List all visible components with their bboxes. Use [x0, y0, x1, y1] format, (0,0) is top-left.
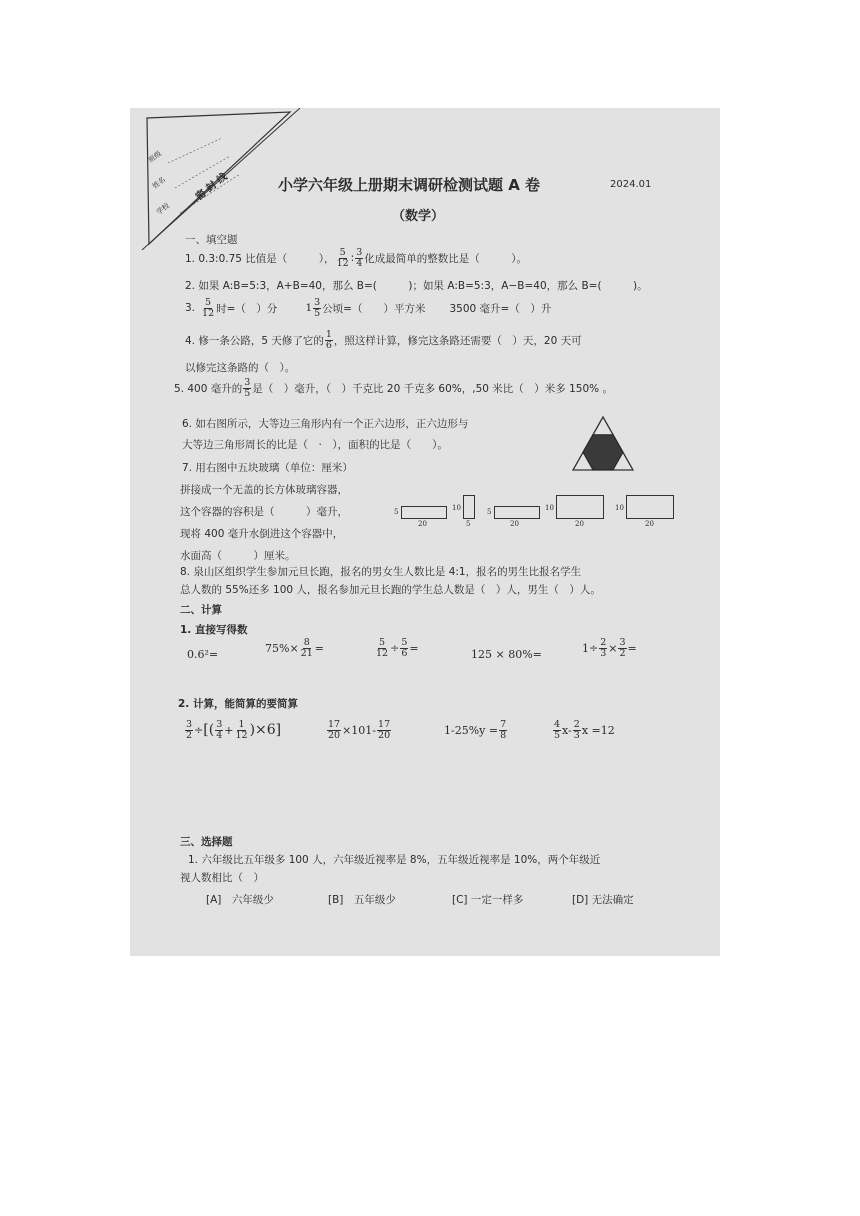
q3-number: 3. — [185, 302, 196, 314]
section-2-heading: 二、计算 — [180, 604, 222, 616]
glass-piece-1 — [401, 506, 447, 519]
direct-expr-3 — [374, 638, 419, 658]
direct-expr-2-fraction: $\frac{8}{21}$ — [300, 637, 313, 659]
question-7-line-1: 7. 用右图中五块玻璃（单位：厘米） — [182, 462, 353, 474]
question-2: 2. 如果 A:B=5:3，A+B=40，那么 B=( )；如果 A:B=5:3，A−B=40，那么 B=( )。 — [185, 280, 648, 292]
direct-expr-3-fraction-a: $\frac{5}{12}$ — [376, 637, 389, 659]
direct-expr-4 — [471, 648, 542, 661]
calc-2-mid: ×101- — [342, 723, 377, 737]
question-4-cont: 以修完这条路的（ ）。 — [185, 362, 296, 374]
choice-option-b: [B] 五年级少 — [328, 894, 396, 906]
q3-text-d: 3500 毫升=（ ）升 — [449, 302, 552, 315]
calc-3-text: 1-25%y = — [444, 723, 499, 737]
q3-fraction-2: $\frac{3}{5}$ — [314, 297, 321, 319]
exam-paper — [130, 108, 720, 956]
calc-1-fraction-a: $\frac{3}{2}$ — [186, 719, 193, 741]
q4-fraction: $\frac{1}{6}$ — [325, 329, 332, 351]
question-7-line-2: 拼接成一个无盖的长方体玻璃容器， — [180, 484, 348, 496]
q5-text-a: 5. 400 毫升的 — [174, 382, 243, 395]
choice-question-1-line-1: 1. 六年级比五年级多 100 人，六年级近视率是 8%，五年级近视率是 10%，两个年级近 — [188, 854, 601, 866]
calc-1-plus: + — [224, 723, 234, 737]
direct-expr-5-fraction-b: $\frac{3}{2}$ — [619, 637, 626, 659]
seal-name-label: 姓名 — [151, 175, 167, 191]
calc-3-fraction: $\frac{7}{8}$ — [500, 719, 507, 741]
q4-text-a: 4. 修一条公路，5 天修了它的 — [185, 334, 324, 347]
question-7-line-5: 水面高（ ）厘米。 — [180, 550, 296, 562]
glass-4-bottom: 20 — [575, 520, 584, 528]
calc-expr-2 — [326, 720, 392, 740]
q5-text-b: 是（ ）毫升，（ ）千克比 20 千克多 60%，,50 米比（ ）米多 150% 。 — [252, 382, 613, 395]
glass-2-bottom: 5 — [466, 520, 471, 528]
direct-expr-5-eq: = — [627, 641, 637, 655]
question-5 — [174, 378, 613, 398]
question-8-line-2: 总人数的 55%还多 100 人，报名参加元旦长跑的学生总人数是（ ）人，男生（ ）人。 — [180, 584, 601, 596]
q1-fraction-2: $\frac{3}{4}$ — [356, 247, 363, 269]
glass-4-side: 10 — [545, 504, 554, 512]
question-3 — [185, 298, 551, 318]
calc-4-fraction-a: $\frac{4}{5}$ — [554, 719, 561, 741]
question-6-line-1: 6. 如右图所示，大等边三角形内有一个正六边形，正六边形与 — [182, 418, 469, 430]
direct-expr-1-text: 0.6²= — [187, 648, 219, 661]
q1-text-b: 化成最简单的整数比是（ ）。 — [364, 252, 527, 265]
q3-text-c: 公顷=（ ）平方米 — [322, 302, 426, 315]
calc-expr-3 — [444, 720, 508, 740]
section-1-heading: 一、填空题 — [185, 234, 238, 246]
glass-1-side: 5 — [394, 508, 399, 516]
direct-expr-3-eq: = — [409, 641, 419, 655]
q3-text-b: 时=（ ）分 — [216, 302, 278, 315]
calc-expr-1 — [184, 720, 281, 740]
calc-4-fraction-c: $\frac{2}{3}$ — [573, 719, 580, 741]
calc-1-div: ÷ — [194, 723, 204, 737]
glass-2-side: 10 — [452, 504, 461, 512]
seal-school-label: 学校 — [155, 201, 171, 217]
glass-3-bottom: 20 — [510, 520, 519, 528]
exam-subtitle: （数学） — [392, 209, 445, 224]
q4-text-b: ，照这样计算，修完这条路还需要（ ）天，20 天可 — [333, 334, 582, 347]
glass-piece-3 — [494, 506, 540, 519]
glass-3-side: 5 — [487, 508, 492, 516]
calc-4-mid: x- — [562, 723, 572, 737]
glass-piece-4 — [556, 495, 604, 519]
glass-piece-2 — [463, 495, 475, 519]
calc-1-open: [( — [203, 722, 215, 738]
calc-2-fraction-c: $\frac{17}{20}$ — [378, 719, 391, 741]
exam-date: 2024.01 — [610, 179, 652, 190]
direct-expr-2-a: 75%× — [265, 641, 299, 655]
seal-line-text: 密 封 线 — [193, 171, 230, 203]
calc-1-fraction-f: $\frac{1}{12}$ — [235, 719, 248, 741]
glass-1-bottom: 20 — [418, 520, 427, 528]
triangle-hexagon-figure — [570, 414, 636, 474]
direct-expr-1 — [187, 648, 218, 661]
q1-text-a: 1. 0.3:0.75 比值是（ ）， — [185, 252, 335, 265]
question-1 — [185, 248, 527, 268]
calc-4-end: x =12 — [581, 723, 615, 737]
q1-colon: : — [350, 252, 355, 264]
question-7-line-4: 现将 400 毫升水倒进这个容器中， — [180, 528, 344, 540]
question-4 — [185, 330, 582, 350]
glass-piece-5 — [626, 495, 674, 519]
direct-expr-5-a: 1÷ — [582, 641, 599, 655]
direct-expr-5 — [582, 638, 637, 658]
section-3-heading: 三、选择题 — [180, 836, 233, 848]
calc-1-close: )×6] — [249, 722, 282, 738]
question-7-line-3: 这个容器的容积是（ ）毫升， — [180, 506, 348, 518]
direct-expr-5-op: × — [608, 641, 618, 655]
glass-5-bottom: 20 — [645, 520, 654, 528]
direct-expr-2-b: = — [314, 641, 324, 655]
calc-2-fraction-a: $\frac{17}{20}$ — [328, 719, 341, 741]
choice-option-d: [D] 无法确定 — [572, 894, 634, 906]
choice-option-c: [C] 一定一样多 — [452, 894, 524, 906]
question-8-line-1: 8. 泉山区组织学生参加元旦长跑，报名的男女生人数比是 4:1，报名的男生比报名学生 — [180, 566, 582, 578]
q5-fraction: $\frac{3}{5}$ — [244, 377, 251, 399]
choice-question-1-line-2: 视人数相比（ ） — [180, 872, 264, 884]
choice-option-a: [A] 六年级少 — [206, 894, 274, 906]
q3-fraction-1: $\frac{5}{12}$ — [202, 297, 215, 319]
calc-1-fraction-d: $\frac{3}{4}$ — [216, 719, 223, 741]
direct-expr-3-fraction-b: $\frac{5}{6}$ — [401, 637, 408, 659]
question-6-line-2: 大等边三角形周长的比是（ · ），面积的比是（ ）。 — [182, 439, 448, 451]
q1-fraction-1: $\frac{5}{12}$ — [336, 247, 349, 269]
direct-expr-2 — [265, 638, 324, 658]
section-2-sub-2: 2. 计算，能简算的要简算 — [178, 698, 298, 710]
exam-title: 小学六年级上册期末调研检测试题 A 卷 — [278, 176, 541, 194]
calc-expr-4 — [552, 720, 615, 740]
direct-expr-3-op: ÷ — [390, 641, 400, 655]
seal-class-label: 班级 — [147, 149, 163, 165]
q3-mixed-whole: 1 — [305, 302, 313, 314]
direct-expr-4-text: 125 × 80%= — [471, 648, 542, 661]
direct-expr-5-fraction-a: $\frac{2}{3}$ — [600, 637, 607, 659]
section-2-sub-1: 1. 直接写得数 — [180, 624, 248, 636]
glass-5-side: 10 — [615, 504, 624, 512]
